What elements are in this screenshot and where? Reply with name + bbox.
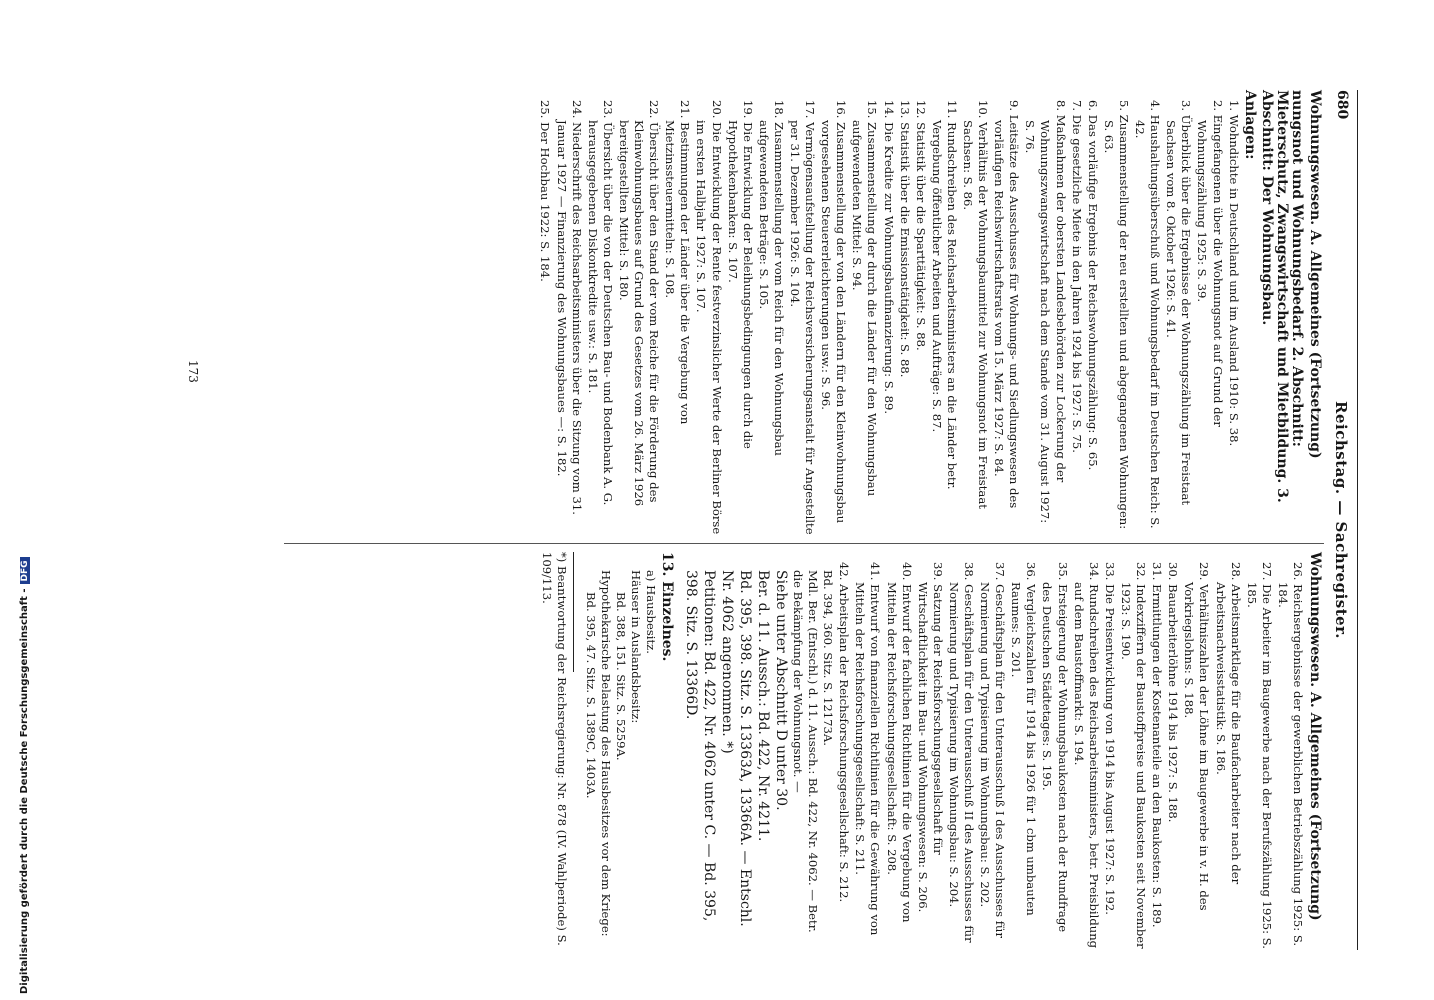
footnote: *) Beantwortung der Reichsregierung: Nr. 878 (IV. Wahlperiode) S. 109/113.: [540, 552, 570, 946]
anlage-entry-24: 24. Niederschrift des Reichsarbeitsministers über die Sitzung vom 31. Januar 1927 — Finanzierung des Wohnungsbaues —: S. 182.: [554, 100, 584, 515]
top-rule: [1357, 90, 1358, 950]
anlage-entry-14: 14. Die Kredite zur Wohnungsbaufinanzierung: S. 89.: [881, 100, 896, 415]
anlage-entry-19: 19. Die Entwicklung der Beleihungsbedingungen durch die Hypothekenbanken: S. 107.: [725, 100, 755, 449]
anlage-entry-22: 22. Übersicht über den Stand der vom Reiche für die Förderung des Kleinwohnungsbaues auf Grund des Gesetzes vom 26. März 1926 bereitgestellten Mittel: S. 180.: [616, 100, 662, 507]
hausbesitz-1: Häuser in Auslandsbesitz:: [628, 570, 643, 724]
anlage-entry-right-11: 36. Vergleichszahlen für 1914 bis 1926 für 1 cbm umbauten Raumes: S. 201.: [1009, 562, 1039, 916]
anlage-entry-right-14: 39. Satzung der Reichsforschungsgesellschaft für Wirtschaftlichkeit im Bau- und Wohnungswesen: S. 206.: [915, 562, 945, 913]
anlage-entry-1: 1. Wohndichte in Deutschland und im Ausland 1910: S. 38.: [1226, 100, 1241, 447]
ref-4: Ber. d. 11. Aussch.: Bd. 422, Nr. 4211.: [754, 570, 771, 842]
footer-page-number: 173: [186, 360, 200, 383]
ref-3: Siehe unter Abschnitt D unter 30.: [772, 570, 789, 811]
anlagen-label: Anlagen:: [1241, 90, 1258, 160]
running-head: Reichstag. — Sachregister.: [1332, 401, 1350, 639]
anlage-entry-21: 21. Bestimmungen der Länder über die Vergebung von Mietzinssteuermitteln: S. 108.: [663, 100, 693, 425]
anlage-entry-18: 18. Zusammenstellung der vom Reich für den Wohnungsbau aufgewendeten Beträge: S. 105.: [756, 100, 786, 456]
anlage-entry-9: 9. Leitsätze des Ausschusses für Wohnungs- und Siedlungswesen des vorläufigen Reichswirtschaftsrats vom 15. März 1927: S. 84.: [992, 100, 1022, 509]
hausbesitz-3: Hypothekarische Belastung des Hausbesitzes vor dem Kriege:: [598, 570, 613, 937]
hausbesitz-2: Bd. 388, 151. Sitz. S. 5259A.: [613, 592, 628, 761]
anlage-entry-13: 13. Statistik über die Emissionstätigkeit: S. 88.: [897, 100, 912, 378]
anlage-entry-12: 12. Statistik über die Sparttätigkeit: S. 88.: [913, 100, 928, 351]
left-column: [536, 90, 1324, 535]
anlage-entry-8: 8. Maßnahmen der obersten Landesbehörden zur Lockerung der Wohnungszwangswirtschaft nach dem Stande vom 31. August 1927: S. 76.: [1023, 100, 1068, 524]
anlage-entry-right-16: 41. Entwurf von finanziellen Richtlinien für die Gewährung von Mitteln der Reichsforschungsgesellschaft: S. 211.: [853, 562, 883, 936]
right-heading: Wohnungswesen. A. Allgemeines (Fortsetzung): [1307, 552, 1323, 921]
anlage-entry-11: 11. Rundschreiben des Reichsarbeitsministers an die Länder betr. Vergebung öffentlicher Arbeiten und Aufträge: S. 87.: [929, 100, 959, 490]
ref-5: Bd. 395, 398. Sitz. S. 13363A, 13366A. — Entschl. Nr. 4062 angenommen. *): [718, 570, 753, 927]
rotated-page: [120, 90, 1360, 950]
anlage-entry-15: 15. Zusammenstellung der durch die Länder für den Wohnungsbau aufgewendeten Mittel: S. 94.: [850, 100, 880, 497]
left-heading-cont: nungsnot und Wohnungsbedarf. 2. Abschnitt: Mieterschutz, Zwangswirtschaft und Mietbildung. 3. Abschnitt: Der Wohnungsbau.: [1258, 90, 1305, 503]
anlage-entry-6: 6. Das vorläufige Ergebnis der Reichswohnungszählung: S. 65.: [1085, 100, 1100, 471]
anlage-entry-25: 25. Der Hochbau 1922: S. 184.: [538, 100, 553, 282]
credit-text: Digitalisierung gefördert durch die Deutsche Forschungsgemeinschaft -: [19, 588, 30, 994]
anlage-entry-20: 20. Die Entwicklung der Rente festverzinslicher Werte der Berliner Börse im ersten Halbjahr 1927: S. 107.: [694, 100, 724, 535]
ref-6: Petitionen: Bd. 422, Nr. 4062 unter C. — Bd. 395, 398. Sitz. S. 13366D.: [682, 570, 717, 922]
anlage-entry-5: 5. Zusammenstellung der neu erstellten und abgegangenen Wohnungen: S. 63.: [1101, 100, 1131, 530]
anlage-entry-right-8: 33. Die Preisentwicklung von 1914 bis August 1927: S. 192.: [1102, 562, 1117, 915]
anlage-entry-right-4: 29. Verhältniszahlen der Löhne im Baugewerbe in v. H. des Vorkriegslohns: S. 188.: [1182, 562, 1212, 911]
anlage-entry-right-7: 32. Indexziffern der Baustoffpreise und Baukosten seit November 1923: S. 190.: [1118, 562, 1149, 949]
right-item-list: [836, 552, 1305, 950]
anlage-entry-right-15: 40. Entwurf der fachlichen Richtlinien für die Vergebung von Mitteln der Reichsforschungsgesellschaft: S. 208.: [884, 562, 914, 923]
anlage-entry-23: 23. Übersicht über die von der Deutschen Bau- und Bodenbank A. G. herausgegebenen Diskontkredite usw.: S. 181.: [585, 100, 615, 506]
anlage-entry-right-17: 42. Arbeitsplan der Reichsforschungsgesellschaft: S. 212.: [837, 562, 852, 903]
anlage-entry-right-5: 30. Bauarbeiterlöhne 1914 bis 1927: S. 188.: [1166, 562, 1181, 823]
anlage-entry-3: 3. Überblick über die Ergebnisse der Wohnungszählung im Freistaat Sachsen vom 8. Oktober 1926: S. 41.: [1164, 100, 1194, 506]
sub-hausbesitz: a) Hausbesitz.: [643, 570, 658, 654]
anlage-entry-10: 10. Verhältnis der Wohnungsbaumittel zur Wohnungsnot im Freistaat Sachsen: S. 86.: [961, 100, 991, 509]
footnote-rule: [573, 552, 574, 672]
anlage-entry-right-9: 34. Rundschreiben des Reichsarbeitsministers, betr. Preisbildung auf dem Baustoffmarkt: S. 194.: [1071, 562, 1101, 949]
anlage-entry-right-13: 38. Geschäftsplan für den Unterausschuß II des Ausschusses für Normierung und Typisierung im Wohnungsbau: S. 204.: [946, 562, 977, 943]
anlage-entry-16: 16. Zusammenstellung der von den Ländern für den Kleinwohnungsbau vorgesehenen Steuererleichterungen usw.: S. 96.: [819, 100, 849, 524]
ref-1: Bd. 394, 360. Sitz. S. 12173A.: [821, 570, 836, 746]
page-number: 680: [1334, 90, 1350, 120]
section-13: 13. Einzelnes.: [658, 552, 675, 662]
right-column: [539, 552, 1324, 950]
dfg-logo: DFG: [20, 557, 30, 584]
digitization-credit: [19, 557, 30, 994]
anlage-entry-17: 17. Vermögensaufstellung der Reichsversicherungsanstalt für Angestellte per 31. Dezember 1926: S. 104.: [788, 100, 818, 535]
anlage-entry-right-6: 31. Ermittlungen der Kostenanteile an den Baukosten: S. 189.: [1150, 562, 1165, 928]
anlage-entry-4: 4. Haushaltungsüberschuß und Wohnungsbedarf im Deutschen Reich: S. 42.: [1133, 100, 1163, 529]
ref-2: Mdl. Ber. (Entschl.) d. 11. Aussch.: Bd. 422, Nr. 4062. — Betr. die Bekämpfung der Wohnungsnot. —: [791, 570, 821, 933]
column-divider: [284, 543, 1324, 544]
anlage-entry-right-12: 37. Geschäftsplan für den Unterausschuß I des Ausschusses für Normierung und Typisierung im Wohnungsbau: S. 202.: [978, 562, 1008, 939]
anlage-entry-7: 7. Die gesetzliche Miete in den Jahren 1924 bis 1927: S. 75.: [1069, 100, 1084, 453]
left-item-list: [537, 90, 1240, 535]
left-heading: Wohnungswesen. A. Allgemeines (Fortsetzung): [1307, 90, 1323, 459]
anlage-entry-right-3: 28. Arbeitsmarktlage für die Baufacharbeiter nach der Arbeitsnachweisstatistik: S. 186.: [1213, 562, 1243, 885]
anlage-entry-2: 2. Eingefangenen über die Wohnungsnot auf Grund der Wohnungszählung 1925: S. 39.: [1195, 100, 1225, 427]
anlage-entry-right-10: 35. Ersteigerung der Wohnungsbaukosten nach der Rundfrage des Deutschen Städtetages: S. 195.: [1040, 562, 1070, 933]
anlage-entry-right-1: 26. Reichsergebnisse der gewerblichen Betriebszählung 1925: S. 184.: [1275, 562, 1305, 947]
anlage-entry-right-2: 27. Die Arbeiter im Baugewerbe nach der Berufszählung 1925: S. 185.: [1244, 562, 1274, 949]
hausbesitz-4: Bd. 395, 47. Sitz. S. 1389C, 1403A.: [583, 592, 598, 799]
